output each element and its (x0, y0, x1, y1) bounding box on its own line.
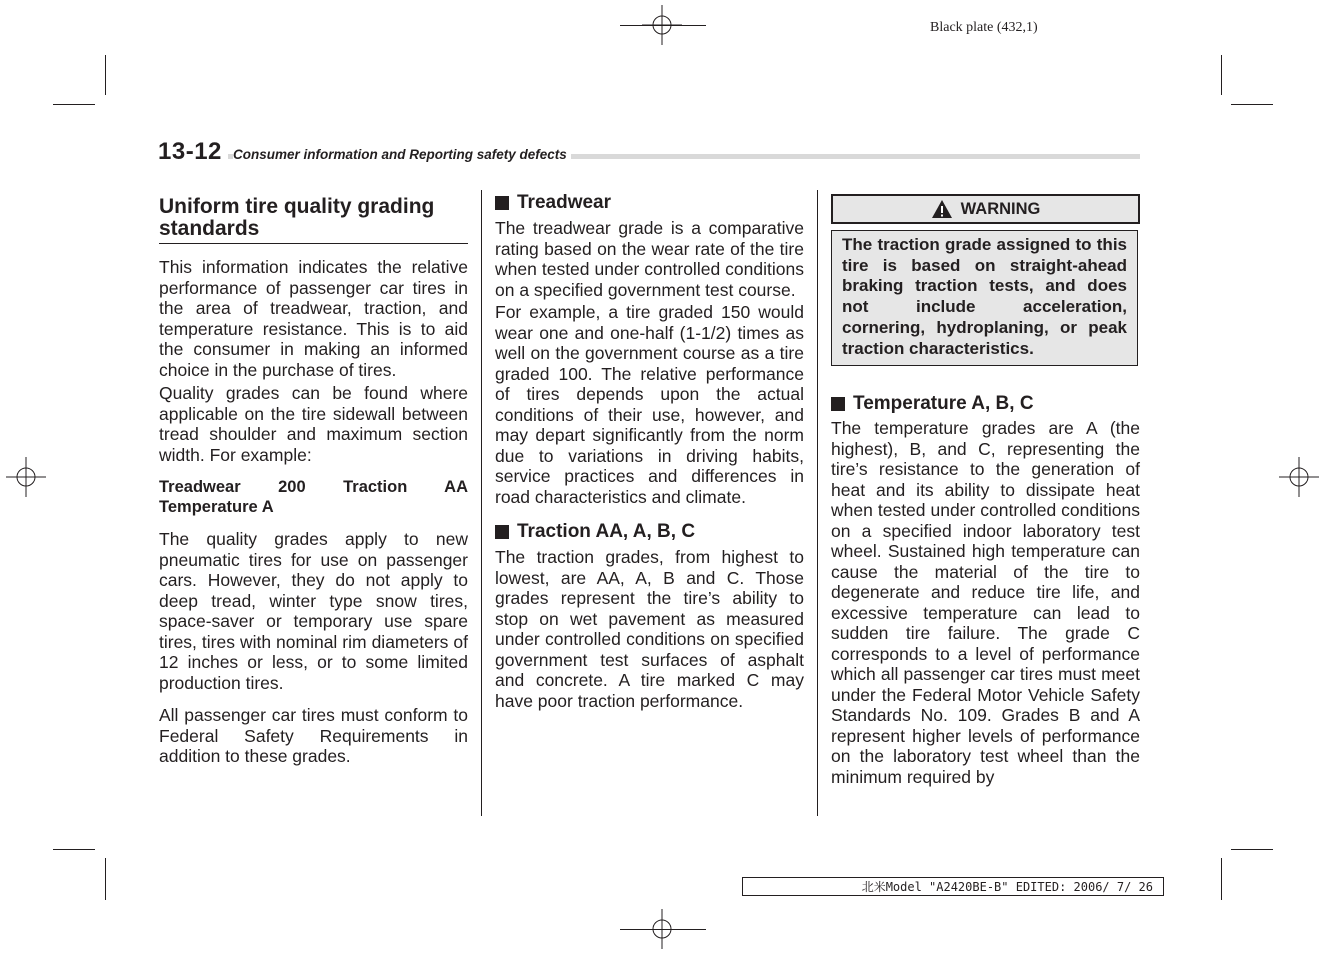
treadwear-heading: Treadwear (495, 190, 804, 216)
column-1 (159, 190, 468, 767)
registration-mark-right (1279, 457, 1319, 497)
column-2 (495, 190, 804, 711)
traction-paragraph: The traction grades, from highest to lowest, are AA, A, B and C. Those grades represent the tire’s ability to stop on wet pavement as measured under controlled conditions on specified government test surfaces of asphalt and concrete. A tire marked C may have poor traction performance. (495, 547, 804, 711)
grade-example: Treadwear 200 Traction AA Temperature A (159, 478, 468, 516)
treadwear-paragraph-1: The treadwear grade is a comparative rating based on the wear rate of the tire when tested under controlled conditions on a specified government test course. (495, 218, 804, 300)
square-bullet-icon (495, 196, 509, 210)
warning-header (831, 194, 1140, 224)
column-divider-2 (817, 190, 818, 816)
temperature-heading: Temperature A, B, C (831, 391, 1140, 417)
running-title: Consumer information and Reporting safety defects (233, 147, 571, 162)
column-3 (831, 190, 1140, 787)
conformity-paragraph: All passenger car tires must conform to Federal Safety Requirements in addition to these grades. (159, 705, 468, 766)
warning-text: The traction grade assigned to this tire is based on straight-ahead braking traction tests, and does not include acceleration, cornering, hydroplaning, or peak traction characteristics. (831, 230, 1138, 366)
section-title: Uniform tire quality grading standards (159, 196, 468, 244)
column-divider-1 (481, 190, 482, 816)
treadwear-paragraph-2: For example, a tire graded 150 would wear one and one-half (1-1/2) times as well on the government course as a tire graded 100. The relative performance of tires depends upon the actual conditions of their use, however, and may depart significantly from the norm due to variations in driving habits, service practices and differences in road characteristics and climate. (495, 302, 804, 507)
applicability-paragraph: The quality grades apply to new pneumatic tires for use on passenger cars. However, they do not apply to deep tread, winter type snow tires, space-saver or temporary use spare tires, tires with nominal rim diameters of 12 inches or less, or to some limited production tires. (159, 529, 468, 693)
traction-heading: Traction AA, A, B, C (495, 519, 804, 545)
square-bullet-icon (831, 397, 845, 411)
warning-triangle-icon (931, 199, 953, 219)
square-bullet-icon (495, 525, 509, 539)
page-number: 13-12 (158, 138, 228, 166)
warning-label: WARNING (960, 199, 1041, 218)
location-paragraph: Quality grades can be found where applicable on the tire sidewall between tread shoulder and maximum section width. For example: (159, 383, 468, 465)
intro-paragraph: This information indicates the relative performance of passenger car tires in the area of treadwear, traction, and temperature resistance. This is to aid the consumer in making an informed choice in the purchase of tires. (159, 257, 468, 380)
temperature-paragraph: The temperature grades are A (the highest), B, and C, representing the tire’s resistance to the generation of heat and its ability to dissipate heat when tested under controlled conditions on a specified indoor laboratory test wheel. Sustained high temperature can cause the material of the tire to degenerate and reduce tire life, and excessive temperature can lead to sudden tire failure. The grade C corresponds to a level of performance which all passenger car tires must meet under the Federal Motor Vehicle Safety Standards No. 109. Grades B and A represent higher levels of performance on the laboratory test wheel than the minimum required by (831, 418, 1140, 787)
plate-label: Black plate (432,1) (930, 20, 1038, 35)
registration-mark-left (6, 457, 46, 497)
edit-stamp: 北米Model "A2420BE-B" EDITED: 2006/ 7/ 26 (742, 877, 1164, 896)
